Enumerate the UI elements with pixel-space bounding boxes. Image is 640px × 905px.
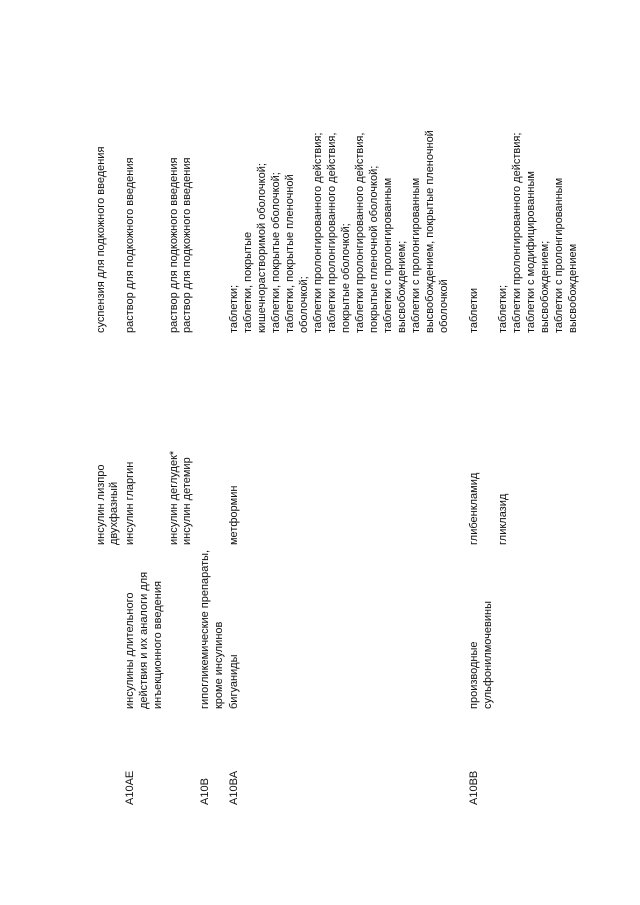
dosage-form: высвобождением; [396, 240, 408, 333]
dosage-form: таблетки с модифицированным [525, 171, 537, 333]
atc-code: A10AE [124, 770, 136, 805]
dosage-form: таблетки пролонгированного действия; [312, 132, 324, 333]
group-name: бигуаниды [228, 654, 240, 709]
dosage-form: покрытые пленочной оболочкой; [368, 165, 380, 333]
atc-code: A10BA [228, 770, 240, 805]
dosage-form: таблетки пролонгированного действия, [354, 132, 366, 333]
drug-name: инсулин лизпро [95, 464, 107, 545]
dosage-form: таблетки пролонгированного действия; [511, 132, 523, 333]
drug-name: метформин [228, 485, 240, 545]
dosage-form: таблетки пролонгированного действия, [326, 132, 338, 333]
group-name: производные [468, 641, 480, 709]
group-name: кроме инсулинов [213, 621, 225, 709]
group-name: действия и их аналоги для [138, 571, 150, 709]
dosage-form: высвобождением; [539, 240, 551, 333]
group-name: инъекционного введения [152, 581, 164, 709]
drug-name: инсулин детемир [181, 457, 193, 545]
dosage-form: кишечнорастворимой оболочкой; [256, 163, 268, 333]
atc-code: A10B [199, 778, 211, 805]
dosage-form: таблетки, покрытые пленочной [284, 174, 296, 333]
drug-name: гликлазид [497, 493, 509, 545]
dosage-form: таблетки, покрытые [242, 231, 254, 333]
dosage-form: суспензия для подкожного введения [95, 146, 107, 333]
dosage-form: таблетки с пролонгированным [410, 177, 422, 333]
group-name: сульфонилмочевины [482, 601, 494, 709]
dosage-form: высвобождением [567, 243, 579, 333]
drug-name: инсулин деглудек* [168, 450, 180, 545]
dosage-form: покрытые оболочкой; [340, 223, 352, 333]
dosage-form: таблетки; [497, 284, 509, 333]
group-name: гипогликемические препараты, [199, 549, 211, 709]
dosage-form: высвобождением, покрытые пленочной [424, 130, 436, 333]
drug-name: двухфазный [108, 481, 120, 545]
dosage-form: таблетки; [228, 284, 240, 333]
drug-name: глибенкламид [468, 472, 480, 545]
dosage-form: раствор для подкожного введения [124, 157, 136, 333]
dosage-form: таблетки, покрытые оболочкой; [270, 172, 282, 333]
group-name: инсулины длительного [124, 592, 136, 709]
dosage-form: раствор для подкожного введения [168, 157, 180, 333]
dosage-form: таблетки с пролонгированным [553, 177, 565, 333]
atc-code: A10BB [468, 770, 480, 805]
dosage-form: таблетки с пролонгированным [382, 177, 394, 333]
dosage-form: оболочкой [438, 279, 450, 333]
dosage-form: оболочкой; [298, 276, 310, 333]
drug-name: инсулин гларгин [124, 461, 136, 545]
dosage-form: раствор для подкожного введения [181, 157, 193, 333]
dosage-form: таблетки [468, 287, 480, 333]
